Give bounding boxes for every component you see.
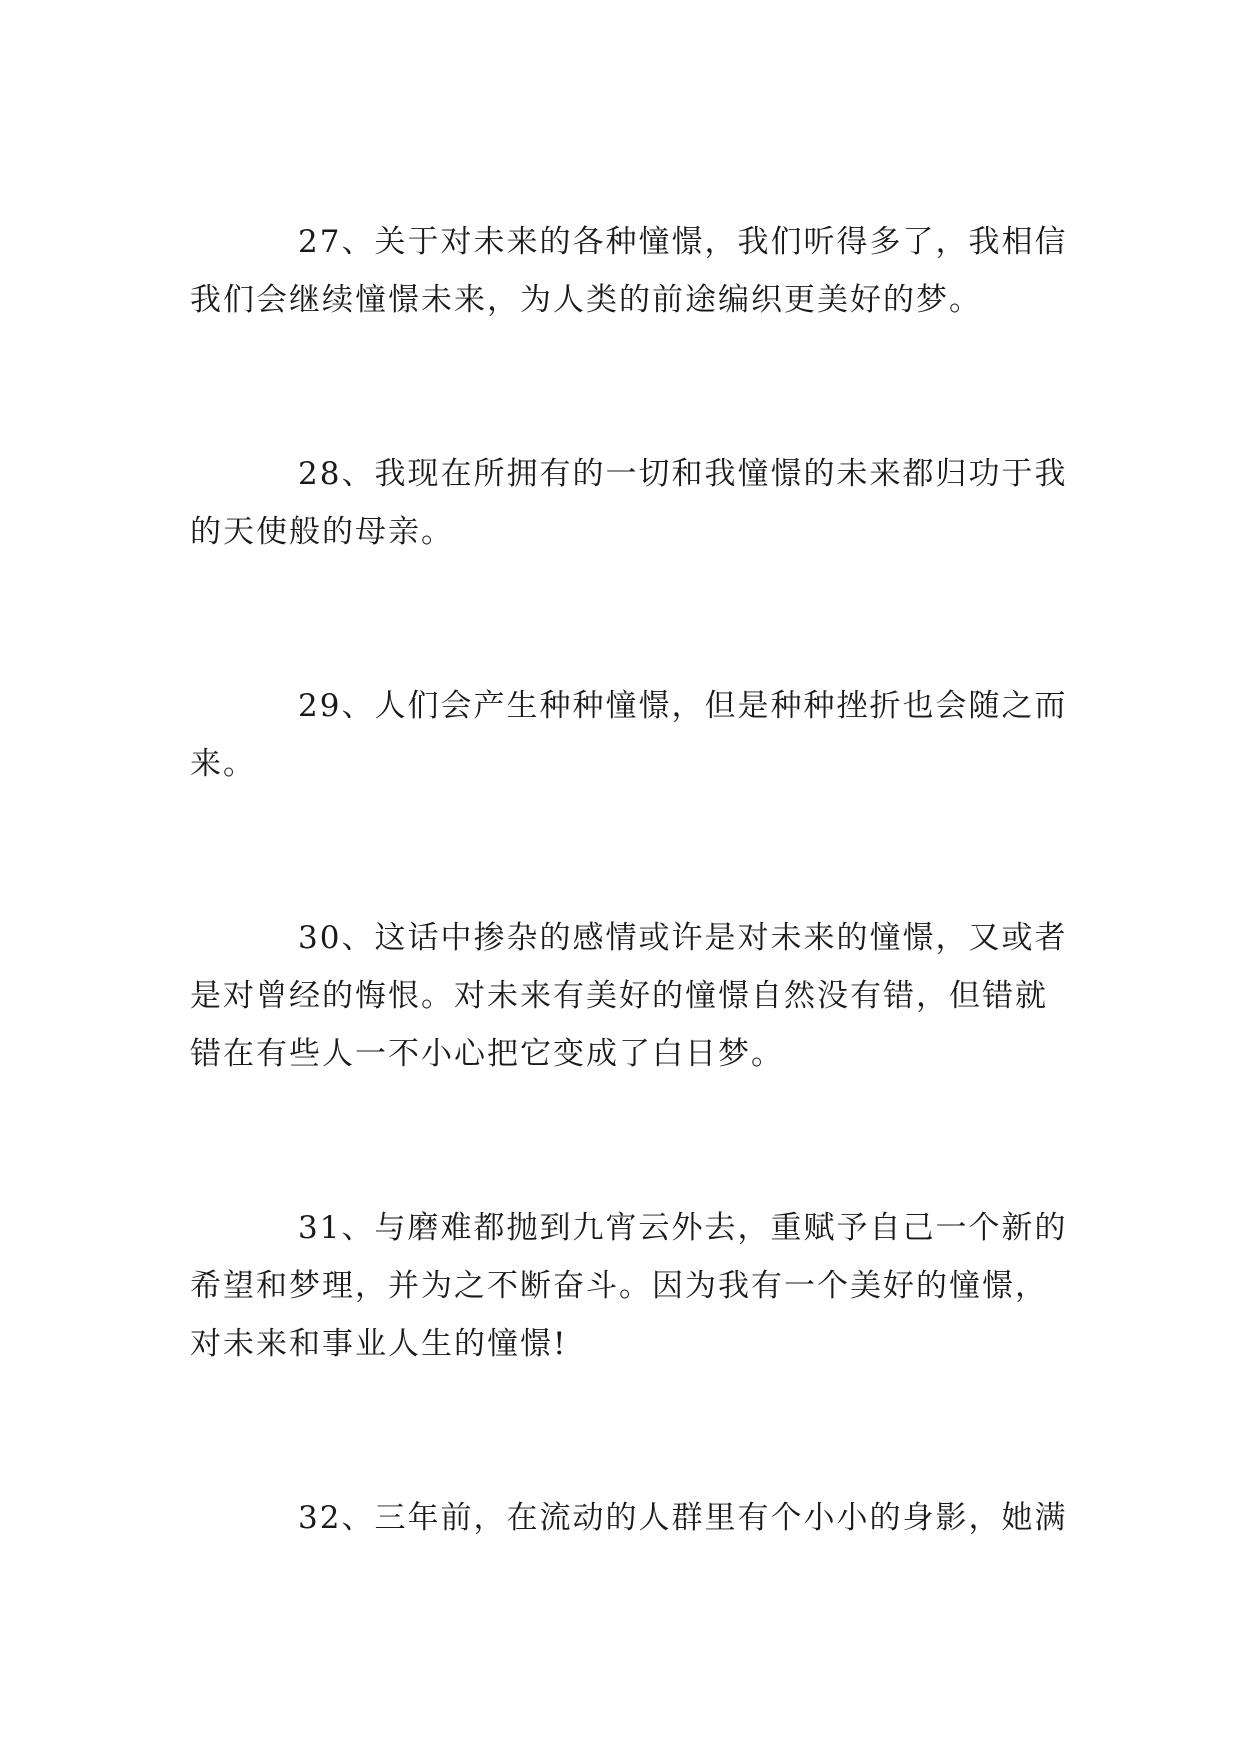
paragraph-27: [190, 213, 1068, 329]
paragraph-28: [190, 445, 1068, 561]
paragraph-line: 是对曾经的悔恨。对未来有美好的憧憬自然没有错，但错就: [190, 978, 1048, 1014]
paragraph-31: [190, 1199, 1068, 1373]
paragraph-line: 30、这话中掺杂的感情或许是对未来的憧憬，又或者: [298, 920, 1068, 956]
paragraph-line: 的天使般的母亲。: [190, 514, 454, 550]
paragraph-line: 我们会继续憧憬未来，为人类的前途编织更美好的梦。: [190, 282, 982, 318]
paragraph-line: 希望和梦理，并为之不断奋斗。因为我有一个美好的憧憬，: [190, 1268, 1048, 1304]
paragraph-30: [190, 909, 1068, 1083]
paragraph-line: 来。: [190, 746, 256, 782]
paragraph-29: [190, 677, 1068, 793]
paragraph-line: 对未来和事业人生的憧憬!: [190, 1326, 568, 1362]
paragraph-line: 28、我现在所拥有的一切和我憧憬的未来都归功于我: [298, 456, 1068, 492]
paragraph-line: 29、人们会产生种种憧憬，但是种种挫折也会随之而: [298, 688, 1068, 724]
paragraph-line: 31、与磨难都抛到九宵云外去，重赋予自己一个新的: [298, 1210, 1068, 1246]
paragraph-line: 27、关于对未来的各种憧憬，我们听得多了，我相信: [298, 224, 1068, 260]
paragraph-line: 错在有些人一不小心把它变成了白日梦。: [190, 1036, 784, 1072]
paragraph-32: [190, 1489, 1068, 1547]
paragraph-line: 32、三年前，在流动的人群里有个小小的身影，她满: [298, 1500, 1068, 1536]
